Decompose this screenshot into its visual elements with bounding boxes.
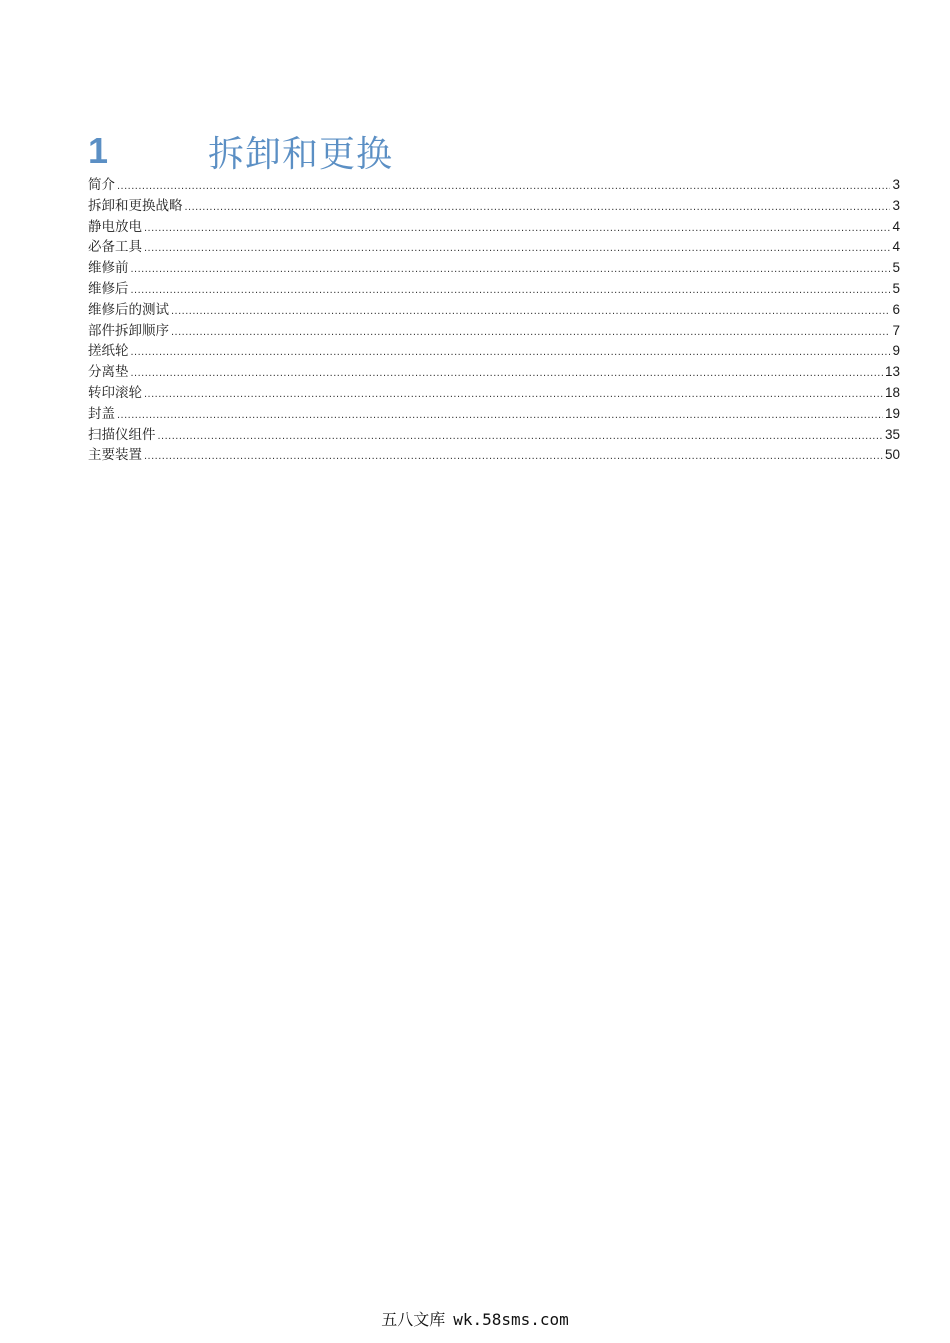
toc-dot-leader [117,405,883,426]
toc-entry-page-number: 3 [892,177,900,192]
footer-label: 五八文库 [381,1310,446,1329]
toc-dot-leader [144,384,883,405]
toc-entry[interactable] [88,258,900,279]
toc-entry-title: 维修后的测试 [88,301,169,318]
toc-dot-leader [131,363,883,384]
toc-entry-title: 主要装置 [88,447,142,464]
toc-dot-leader [131,259,891,280]
toc-entry-title: 搓纸轮 [88,343,129,360]
toc-entry-page-number: 7 [892,322,900,338]
toc-entry[interactable] [88,362,900,383]
toc-dot-leader [117,176,890,197]
toc-entry[interactable] [88,196,900,217]
toc-entry[interactable] [88,237,900,258]
toc-entry-page-number: 5 [892,260,900,276]
toc-entry-page-number: 9 [892,343,900,359]
toc-entry[interactable] [88,341,900,362]
toc-entry-page-number: 18 [884,384,900,400]
toc-entry-title: 维修后 [88,280,129,297]
toc-entry-title: 简介 [88,177,115,193]
toc-entry-title: 分离垫 [88,364,129,381]
toc-entry[interactable] [88,425,900,446]
toc-entry[interactable] [88,404,900,425]
toc-dot-leader [144,218,890,239]
toc-dot-leader [171,322,890,343]
toc-entry[interactable] [88,383,900,404]
toc-entry[interactable] [88,217,900,238]
toc-dot-leader [158,426,883,447]
footer-url[interactable]: wk.58sms.com [453,1310,569,1329]
toc-dot-leader [131,280,891,301]
toc-entry-page-number: 50 [884,447,900,463]
toc-entry[interactable] [88,321,900,342]
toc-entry-title: 转印滚轮 [88,384,142,401]
toc-entry-title: 扫描仪组件 [88,426,156,443]
toc-entry-page-number: 4 [892,239,900,255]
footer-watermark [0,1307,950,1330]
toc-entry-title: 维修前 [88,260,129,277]
toc-entry-page-number: 19 [884,405,900,421]
toc-entry-title: 部件拆卸顺序 [88,322,169,339]
toc-entry[interactable] [88,300,900,321]
toc-entry-page-number: 6 [892,301,900,317]
toc-dot-leader [185,197,891,218]
toc-entry[interactable] [88,279,900,300]
toc-dot-leader [131,342,891,363]
table-of-contents [88,175,900,466]
toc-entry-title: 拆卸和更换战略 [88,197,183,214]
toc-entry-page-number: 4 [892,218,900,234]
chapter-heading [88,124,393,178]
toc-entry[interactable] [88,175,900,196]
toc-dot-leader [144,238,890,259]
toc-dot-leader [171,301,890,322]
toc-entry-title: 封盖 [88,405,115,422]
toc-entry-page-number: 3 [892,197,900,213]
toc-entry-page-number: 35 [884,426,900,442]
toc-entry-page-number: 5 [892,280,900,296]
chapter-title: 拆卸和更换 [208,133,394,175]
toc-entry[interactable] [88,445,900,466]
toc-entry-title: 静电放电 [88,218,142,235]
chapter-number: 1 [88,130,109,171]
toc-entry-page-number: 13 [884,364,900,380]
toc-dot-leader [144,446,883,467]
toc-entry-title: 必备工具 [88,239,142,256]
